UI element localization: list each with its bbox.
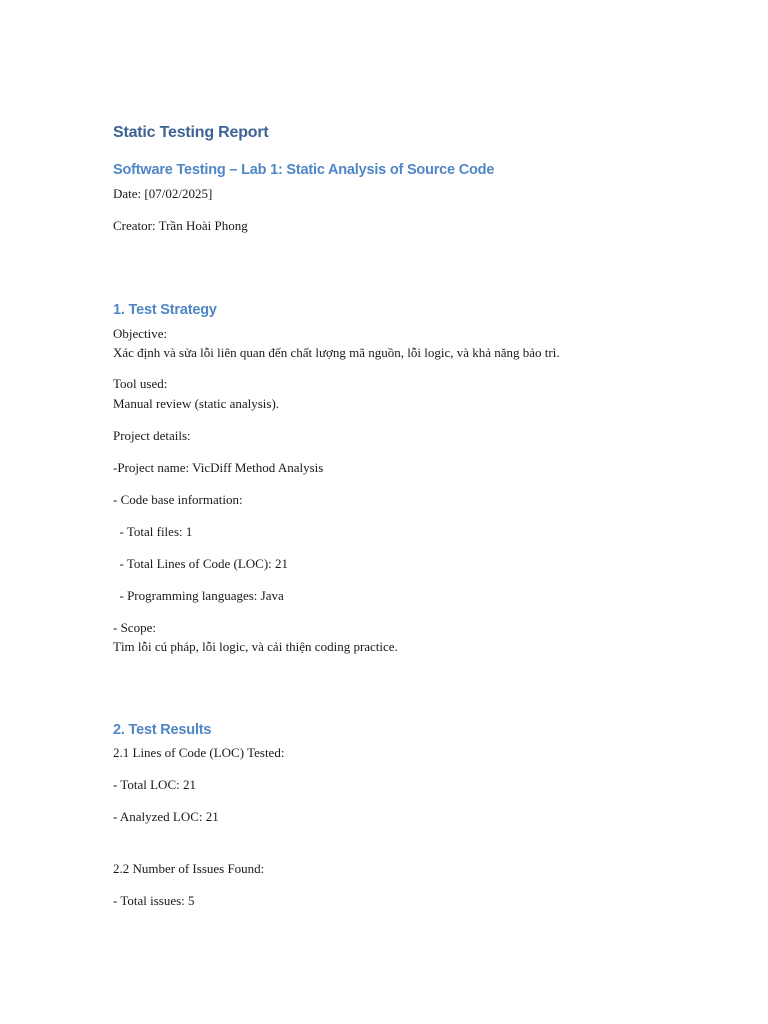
issues-found-label: 2.2 Number of Issues Found: xyxy=(113,861,265,876)
section-heading-test-results: 2. Test Results xyxy=(113,722,212,738)
objective-label: Objective: xyxy=(113,326,168,341)
tool-text: Manual review (static analysis). xyxy=(113,396,280,411)
scope-label: - Scope: xyxy=(113,620,156,635)
document-subtitle: Software Testing – Lab 1: Static Analysis of Source Code xyxy=(113,162,495,178)
objective-text: Xác định và sửa lỗi liên quan đến chất lượng mã nguồn, lỗi logic, và khả năng bảo trì. xyxy=(113,345,560,360)
code-base-label: - Code base information: xyxy=(113,492,243,507)
project-details-label: Project details: xyxy=(113,428,191,443)
project-name-line: -Project name: VicDiff Method Analysis xyxy=(113,460,324,475)
document-title: Static Testing Report xyxy=(113,124,269,141)
results-total-loc-line: - Total LOC: 21 xyxy=(113,777,196,792)
loc-tested-label: 2.1 Lines of Code (LOC) Tested: xyxy=(113,745,285,760)
total-files-line: - Total files: 1 xyxy=(113,524,193,539)
scope-text: Tìm lỗi cú pháp, lỗi logic, và cải thiện coding practice. xyxy=(113,639,398,654)
analyzed-loc-line: - Analyzed LOC: 21 xyxy=(113,809,219,824)
date-line: Date: [07/02/2025] xyxy=(113,186,213,201)
section-heading-test-strategy: 1. Test Strategy xyxy=(113,302,217,318)
tool-label: Tool used: xyxy=(113,376,168,391)
creator-line: Creator: Trần Hoài Phong xyxy=(113,218,248,233)
total-loc-line: - Total Lines of Code (LOC): 21 xyxy=(113,556,289,571)
total-issues-line: - Total issues: 5 xyxy=(113,893,195,908)
languages-line: - Programming languages: Java xyxy=(113,588,284,603)
